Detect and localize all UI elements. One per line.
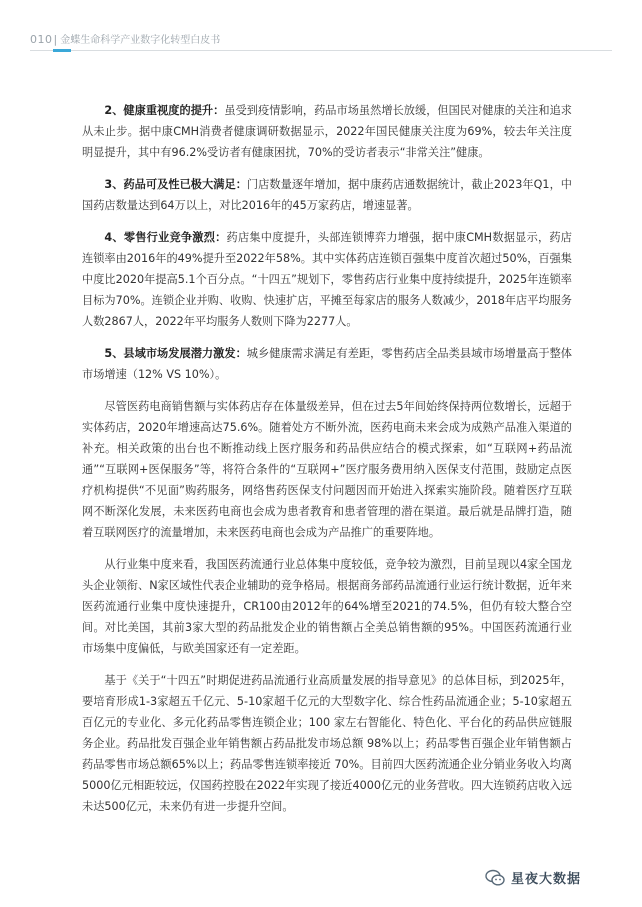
document-body	[82, 100, 572, 828]
paragraph-drug-accessibility	[82, 174, 572, 216]
paragraph-lead: 4、零售行业竞争激烈：	[104, 231, 227, 244]
paragraph-health-awareness	[82, 100, 572, 163]
paragraph-policy-targets	[82, 670, 572, 817]
paragraph-retail-competition	[82, 227, 572, 332]
paragraph-ecommerce	[82, 396, 572, 543]
header-rule	[30, 50, 612, 51]
page-header	[30, 31, 220, 46]
paragraph-county-market	[82, 343, 572, 385]
paragraph-industry-concentration	[82, 554, 572, 659]
header-accent-bar	[53, 49, 71, 52]
paragraph-text: 门店数量逐年增加，据中康药店通数据统计，截止2023年Q1，中国药店数量达到64万以上，对比2016年的45万家药店，增速显著。	[82, 178, 572, 212]
page-number: 010	[30, 33, 53, 46]
document-title: 金蝶生命科学产业数字化转型白皮书	[60, 35, 221, 46]
paragraph-text: 基于《关于“十四五”时期促进药品流通行业高质量发展的指导意见》的总体目标，到2025年，要培育形成1-3家超五千亿元、5-10家超千亿元的大型数字化、综合性药品流通企业；5-10家超五百亿元的专业化、多元化药品零售连锁企业；100 家左右智能化、特色化、平台化的药品供应链服务企业。药品批发百强企业年销售额占药品批发市场总额 98%以上；药品零售百强企业年销售额占药品零售市场总额65%以上；药品零售连锁率接近 70%。目前四大医药流通企业分销业务收入均离5000亿元相距较远，仅国药控股在2022年实现了接近4000亿元的业务营收。四大连锁药店收入远未达500亿元，未来仍有进一步提升空间。	[82, 674, 572, 813]
paragraph-text: 药店集中度提升，头部连锁博弈力增强，据中康CMH数据显示，药店连锁率由2016年的49%提升至2022年58%。其中实体药店连锁百强集中度首次超过50%，百强集中度比2020年提高5.1个百分点。“十四五”规划下，零售药店行业集中度持续提升，2025年连锁率目标为70%。连锁企业并购、收购、快速扩店，平摊至每家店的服务人数减少，2018年店平均服务人数2867人，2022年平均服务人数则下降为2277人。	[82, 231, 572, 328]
header-separator: |	[53, 33, 58, 46]
watermark-text: 星夜大数据	[511, 872, 582, 887]
paragraph-lead: 2、健康重视度的提升：	[104, 104, 225, 117]
paragraph-text: 虽受到疫情影响，药品市场虽然增长放缓，但国民对健康的关注和追求从未止步。据中康CMH消费者健康调研数据显示，2022年国民健康关注度为69%，较去年关注度明显提升，其中有96.2%受访者有健康困扰，70%的受访者表示“非常关注”健康。	[82, 104, 572, 159]
watermark	[485, 868, 581, 887]
paragraph-text: 城乡健康需求满足有差距，零售药店全品类县域市场增量高于整体市场增速（12% VS 10%）。	[82, 347, 572, 381]
paragraph-text: 从行业集中度来看，我国医药流通行业总体集中度较低，竞争较为激烈，目前呈现以4家全国龙头企业领衔、N家区域性代表企业辅助的竞争格局。根据商务部药品流通行业运行统计数据，近年来医药流通行业集中度快速提升，CR100由2012年的64%增至2021的74.5%，但仍有较大整合空间。对比美国，其前3家大型的药品批发企业的销售额占全美总销售额的95%。中国医药流通行业市场集中度偏低，与欧美国家还有一定差距。	[82, 558, 572, 655]
wechat-official-account-icon	[485, 869, 505, 887]
paragraph-lead: 5、县域市场发展潜力激发：	[104, 347, 247, 360]
paragraph-text: 尽管医药电商销售额与实体药店存在体量级差异，但在过去5年间始终保持两位数增长，远超于实体药店，2020年增速高达75.6%。随着处方不断外流，医药电商未来会成为成熟产品准入渠道的补充。相关政策的出台也不断推动线上医疗服务和药品供应结合的模式探索，如“互联网+药品流通”“互联网+医保服务”等，将符合条件的“互联网+”医疗服务费用纳入医保支付范围，鼓励定点医疗机构提供“不见面”购药服务，网络售药医保支付问题因而开始进入探索实施阶段。随着医疗互联网不断深化发展，未来医药电商也会成为患者教育和患者管理的潜在渠道。最后就是品牌打造，随着互联网医疗的流量增加，未来医药电商也会成为产品推广的重要阵地。	[82, 400, 572, 539]
paragraph-lead: 3、药品可及性已极大满足：	[104, 178, 247, 191]
